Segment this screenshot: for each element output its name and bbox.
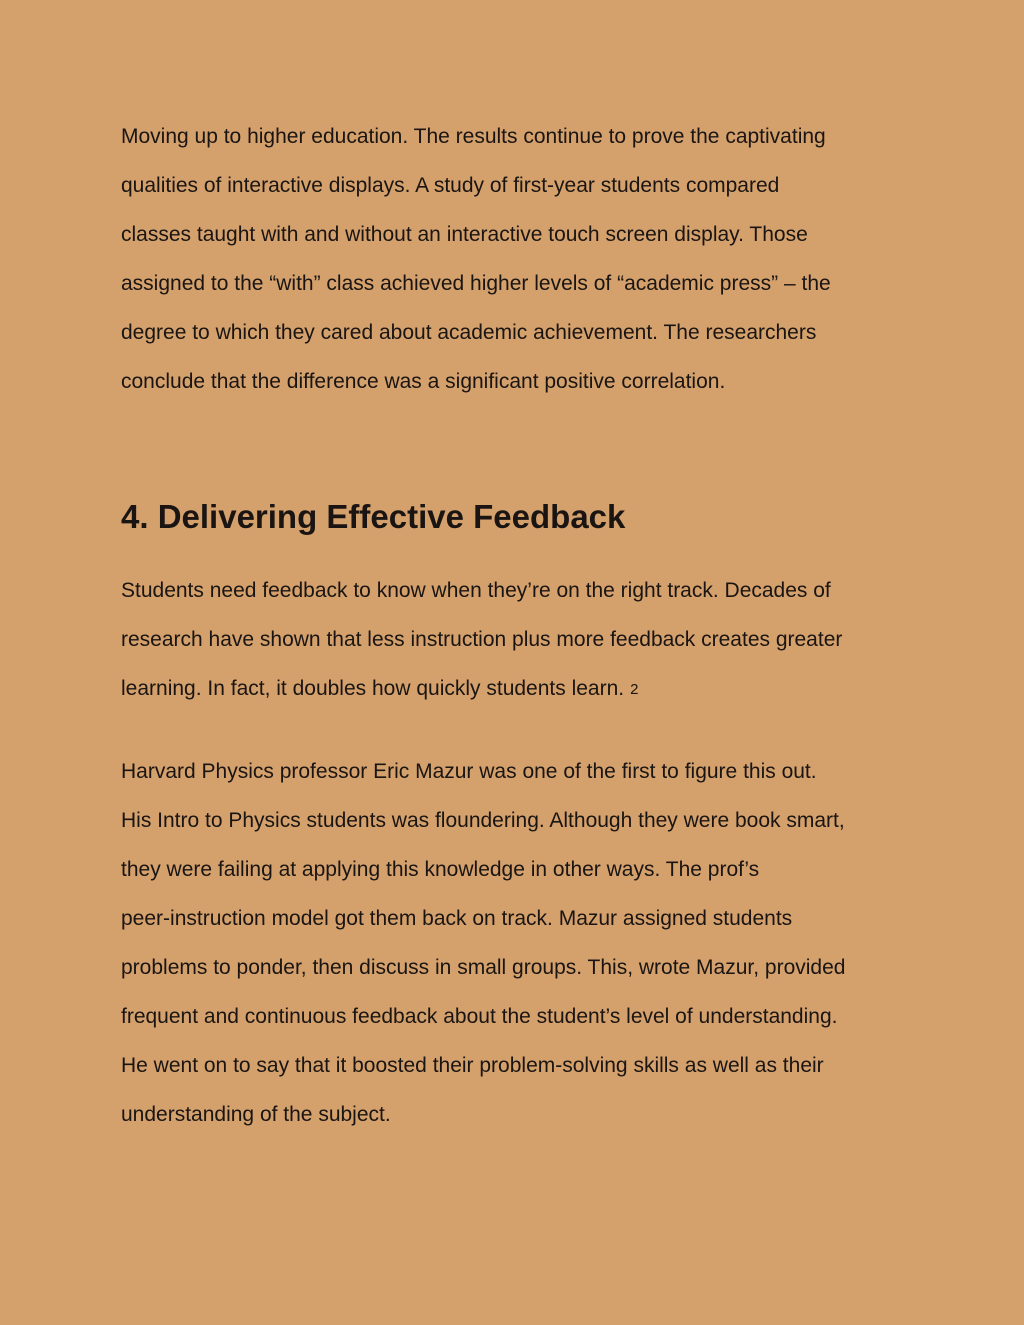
paragraph-line: classes taught with and without an interactive touch screen display. Those xyxy=(121,223,808,246)
paragraph-line: His Intro to Physics students was floundering. Although they were book smart, xyxy=(121,809,845,832)
paragraph-line: Students need feedback to know when they’re on the right track. Decades of xyxy=(121,579,831,602)
feedback-paragraph xyxy=(121,566,921,714)
intro-paragraph xyxy=(121,112,921,406)
paragraph-line-text: learning. In fact, it doubles how quickly students learn. xyxy=(121,677,625,700)
footnote-marker: 2 xyxy=(630,681,639,698)
section-heading: 4. Delivering Effective Feedback xyxy=(121,498,626,535)
paragraph-line: qualities of interactive displays. A study of first-year students compared xyxy=(121,174,780,197)
paragraph-line: frequent and continuous feedback about the student’s level of understanding. xyxy=(121,1005,838,1028)
paragraph-line: degree to which they cared about academic achievement. The researchers xyxy=(121,321,817,344)
paragraph-line: assigned to the “with” class achieved higher levels of “academic press” – the xyxy=(121,272,831,295)
paragraph-line: understanding of the subject. xyxy=(121,1103,391,1126)
paragraph-line: He went on to say that it boosted their problem-solving skills as well as their xyxy=(121,1054,824,1077)
mazur-paragraph xyxy=(121,747,921,1139)
paragraph-line: problems to ponder, then discuss in small groups. This, wrote Mazur, provided xyxy=(121,956,846,979)
paragraph-line: Harvard Physics professor Eric Mazur was one of the first to figure this out. xyxy=(121,760,817,783)
paragraph-line: research have shown that less instruction plus more feedback creates greater xyxy=(121,628,843,651)
paragraph-line: peer-instruction model got them back on track. Mazur assigned students xyxy=(121,907,793,930)
paragraph-line: Moving up to higher education. The results continue to prove the captivating xyxy=(121,125,826,148)
document-page xyxy=(121,112,921,1139)
paragraph-line: they were failing at applying this knowledge in other ways. The prof’s xyxy=(121,858,760,881)
paragraph-line: conclude that the difference was a significant positive correlation. xyxy=(121,370,726,393)
paragraph-line xyxy=(121,664,921,714)
